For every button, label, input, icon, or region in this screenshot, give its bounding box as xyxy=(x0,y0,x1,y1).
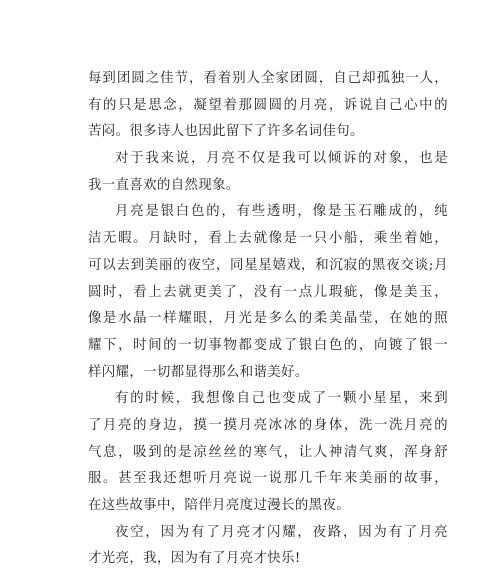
essay-text xyxy=(88,66,448,573)
text-line: 了月亮的身边，摸一摸月亮冰冰的身体，洗一洗月亮的 xyxy=(88,417,448,433)
text-line: 像是水晶一样耀眼，月光是多么的柔美晶莹，在她的照 xyxy=(88,311,448,327)
text-line: 可以去到美丽的夜空，同星星嬉戏，和沉寂的黑夜交谈;月 xyxy=(88,257,448,273)
text-line: 在这些故事中，陪伴月亮度过漫长的黑夜。 xyxy=(88,498,351,513)
text-line: 服。甚至我还想听月亮说一说那几千年来美丽的故事， xyxy=(88,471,448,487)
text-line: 圆时，看上去就更美了，没有一点儿瑕疵，像是美玉， xyxy=(88,284,448,300)
text-line: 每到团圆之佳节，看着别人全家团圆，自己却孤独一人， xyxy=(88,71,448,86)
text-line: 气息，吸到的是凉丝丝的寒气，让人神清气爽，浑身舒 xyxy=(88,444,448,460)
text-line: 月亮是银白色的，有些透明，像是玉石雕成的，纯 xyxy=(115,204,448,220)
text-line: 有的只是思念，凝望着那圆圆的月亮，诉说自己心中的 xyxy=(88,97,448,113)
text-line: 洁无暇。月缺时，看上去就像是一只小船，乘坐着她， xyxy=(88,231,448,247)
text-line: 有的时候，我想像自己也变成了一颗小星星，来到 xyxy=(115,391,448,407)
text-line: 才光亮，我，因为有了月亮才快乐! xyxy=(88,551,301,567)
text-line: 夜空，因为有了月亮才闪耀，夜路，因为有了月亮 xyxy=(115,524,448,540)
text-line: 耀下，时间的一切事物都变成了银白色的，向镀了银一 xyxy=(88,337,448,353)
text-line: 对于我来说，月亮不仅是我可以倾诉的对象，也是 xyxy=(115,151,448,167)
text-line: 样闪耀，一切都显得那么和谐美好。 xyxy=(88,364,309,380)
text-line: 苦闷。很多诗人也因此留下了许多名词佳句。 xyxy=(88,124,364,140)
text-line: 我一直喜欢的自然现象。 xyxy=(88,177,240,193)
